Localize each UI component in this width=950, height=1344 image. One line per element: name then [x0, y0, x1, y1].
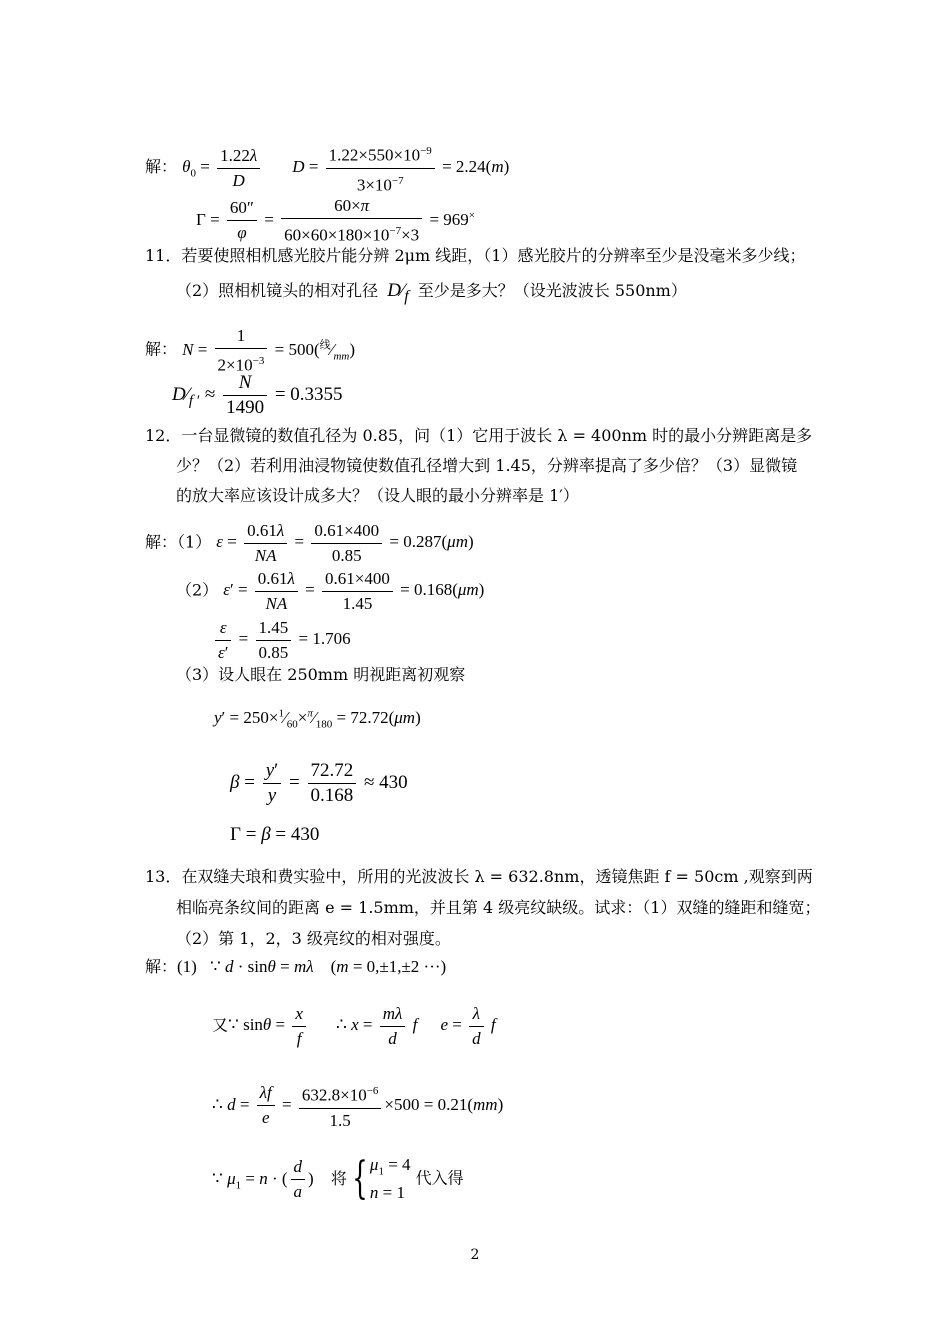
solution-12-gamma — [230, 825, 319, 845]
solution-11-line1 — [145, 325, 355, 377]
formula-grating: ∵ d · sinθ = mλ (m = 0,±1,±2 ···) — [209, 957, 447, 976]
problem-13-line3: （2）第 1，2，3 级亮纹的相对强度。 — [176, 929, 451, 948]
also-label: 又 — [212, 1015, 229, 1035]
solution-12-part3: （3）设人眼在 250mm 明视距离初观察 — [176, 665, 466, 684]
problem-12-line2: 少？（2）若利用油浸物镜使数值孔径增大到 1.45，分辨率提高了多少倍？（3）显微镜 — [176, 456, 798, 475]
problem-11-text-a: （2）照相机镜头的相对孔径 — [176, 281, 379, 300]
formula-beta: β = $\frac{y'}{y}$ = $\frac{72.72}{0.168}$ ≈ 430 — [230, 760, 408, 806]
formula-mu: ∵ $\mu_1 = n$ · ( $\frac{d}{a}$ ) — [212, 1157, 314, 1202]
solution-12-ratio — [212, 617, 351, 664]
solution-13-line4 — [212, 1154, 464, 1204]
solution-label: 解： — [145, 157, 178, 177]
formula-theta0: $\theta_0$ = $\frac{1.22\lambda}{D}$ — [182, 157, 263, 176]
solution-11-line2 — [172, 372, 343, 419]
jiang-label: 将 — [330, 1168, 347, 1188]
solution-label: 解： — [145, 339, 178, 359]
problem-11-line2 — [176, 281, 687, 307]
formula-epsilon-prime: ε′ = $\frac{0.61\lambda}{NA}$ = $\frac{0.61\times 400}{1.45}$ = 0.168(μm) — [223, 569, 485, 613]
formula-relative-aperture: $D⁄_{f '}$ ≈ $\frac{N}{1490}$ = 0.3355 — [172, 372, 343, 418]
solution-label: 解： — [145, 957, 178, 976]
formula-epsilon: ε = $\frac{0.61\lambda}{NA}$ = $\frac{0.61\times 400}{0.85}$ = 0.287(μm) — [216, 521, 474, 565]
part-label: (1) — [177, 957, 197, 976]
problem-12-line1: 12．一台显微镜的数值孔径为 0.85，问（1）它用于波长 λ = 400nm 时的最小分辨距离是多 — [145, 426, 813, 445]
solution-label: 解： — [145, 532, 178, 552]
formula-system: $\mu_1 = 4$ n = 1 — [369, 1155, 411, 1203]
solution-12-part1 — [145, 520, 474, 567]
formula-gamma-10: Γ = $\frac{60''}{\varphi}$ = $\frac{60\times\pi}{60\times 60\times 180\times 10^{-7}\times 3}$ = 969× — [196, 196, 475, 245]
formula-x: ∴ x = $\frac{m\lambda}{d}$ f — [336, 1004, 418, 1048]
solution-10-line1 — [145, 140, 509, 196]
brace: { — [352, 1153, 368, 1205]
problem-11-line1: 11．若要使照相机感光胶片能分辨 2μm 线距，（1）感光胶片的分辨率至少是没毫米多少线； — [145, 246, 806, 265]
part-label: （2） — [176, 580, 219, 600]
formula-y-prime: $y' = 250\times^1⁄_{60}\times^\pi⁄_{180} = 72.72(\mu m)$ — [214, 707, 421, 731]
problem-11-text-b: 至少是多大？（设光波波长 550nm） — [417, 281, 687, 300]
formula-sin-theta: ∵ sinθ = $\frac{x}{f}$ — [228, 1015, 309, 1034]
formula-D: D = $\frac{1.22\times 550\times 10^{-9}}{3\times 10^{-7}}$ = 2.24(m) — [292, 157, 509, 176]
formula-e: e = $\frac{\lambda}{d}$ f — [440, 1004, 496, 1048]
solution-13-line1 — [145, 957, 446, 977]
solution-13-line2 — [212, 1003, 496, 1050]
formula-d: ∴ d = $\frac{\lambda f}{e}$ = $\frac{632.8\times 10^{-6}}{1.5}$ ×500 = 0.21(mm) — [212, 1095, 503, 1114]
part-label: （1） — [177, 532, 212, 552]
solution-12-y-prime — [214, 703, 421, 734]
solution-12-part2 — [176, 568, 484, 615]
solution-12-beta — [230, 760, 408, 807]
formula-D-over-f: $D⁄_f$ — [387, 280, 409, 305]
problem-13-line2: 相临亮条纹间的距离 e = 1.5mm，并且第 4 级亮纹缺级。试求：（1）双缝的缝距和缝宽； — [176, 898, 821, 917]
problem-13-line1: 13．在双缝夫琅和费实验中，所用的光波波长 λ = 632.8nm，透镜焦距 f = 50cm ,观察到两 — [145, 867, 813, 886]
formula-N: N = $\frac{1}{2\times 10^{-3}}$ = $500(^线⁄_{mm})$ — [182, 326, 356, 375]
solution-13-line3 — [212, 1080, 503, 1132]
solution-10-line2 — [196, 195, 475, 247]
formula-gamma-12: Γ = β = 430 — [230, 824, 320, 845]
substitute-label: 代入得 — [415, 1168, 464, 1188]
formula-ratio: $\frac{\varepsilon}{\varepsilon'}$ = $\frac{1.45}{0.85}$ = 1.706 — [212, 629, 351, 648]
page-number: 2 — [470, 1247, 480, 1263]
problem-12-line3: 的放大率应该设计成多大？（设人眼的最小分辨率是 1′） — [176, 486, 579, 505]
